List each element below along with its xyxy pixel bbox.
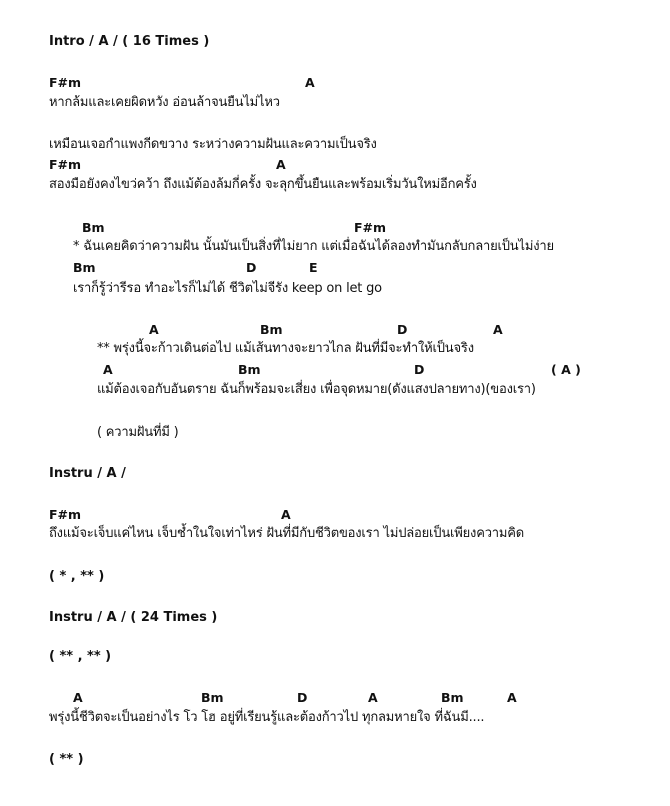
- repeat-marker: ( ** , ** ): [49, 649, 112, 664]
- intro-line: Intro / A / ( 16 Times ): [49, 34, 210, 49]
- lyric-line: หากล้มและเคยผิดหวัง อ่อนล้าจนยืนไม่ไหว: [49, 95, 280, 110]
- chord: ( A ): [551, 362, 581, 377]
- chord: D: [397, 322, 408, 337]
- repeat-marker: ( ** ): [49, 752, 84, 767]
- chord: Bm: [73, 260, 96, 275]
- chord: D: [246, 260, 257, 275]
- lyric-line: แม้ต้องเจอกับอันตราย ฉันก็พร้อมจะเสี่ยง เพื่อจุดหมาย(ดังแสงปลายทาง)(ของเรา): [97, 382, 536, 397]
- lyric-line: เราก็รู้ว่ารีรอ ทำอะไรก็ไม่ได้ ชีวิตไม่จีรัง keep on let go: [73, 281, 382, 296]
- lyric-line: สองมือยังคงไขว่คว้า ถึงแม้ต้องล้มกี่ครั้ง จะลุกขึ้นยืนและพร้อมเริ่มวันใหม่อีกครั้ง: [49, 177, 477, 192]
- chord: A: [305, 75, 315, 90]
- lyric-line: ถึงแม้จะเจ็บแค่ไหน เจ็บช้ำในใจเท่าไหร่ ฝันที่มีกับชีวิตของเรา ไม่ปล่อยเป็นเพียงความคิด: [49, 526, 524, 541]
- chord: D: [297, 690, 308, 705]
- chord: A: [276, 157, 286, 172]
- chord: F#m: [49, 75, 82, 90]
- lyric-line: * ฉันเคยคิดว่าความฝัน นั้นมันเป็นสิ่งที่ไม่ยาก แต่เมื่อฉันได้ลองทำมันกลับกลายเป็นไม่ง่าย: [73, 239, 554, 254]
- chord: Bm: [238, 362, 261, 377]
- chord: A: [281, 507, 291, 522]
- repeat-marker: ( * , ** ): [49, 569, 105, 584]
- lyric-line: พรุ่งนี้ชีวิตจะเป็นอย่างไร โว โฮ อยู่ที่เรียนรู้และต้องก้าวไป ทุกลมหายใจ ที่ฉันมี....: [49, 710, 485, 725]
- chord: A: [493, 322, 503, 337]
- chord: F#m: [49, 157, 82, 172]
- chord: Bm: [82, 220, 105, 235]
- chord: A: [507, 690, 517, 705]
- chord: F#m: [354, 220, 387, 235]
- chord: A: [368, 690, 378, 705]
- chord: E: [309, 260, 318, 275]
- chord: D: [414, 362, 425, 377]
- instru-line: Instru / A /: [49, 466, 126, 481]
- chord: F#m: [49, 507, 82, 522]
- instru-line: Instru / A / ( 24 Times ): [49, 610, 218, 625]
- chord: A: [149, 322, 159, 337]
- lyric-tag: ( ความฝันที่มี ): [97, 425, 179, 440]
- chord: Bm: [441, 690, 464, 705]
- lyric-line: เหมือนเจอกำแพงกีดขวาง ระหว่างความฝันและความเป็นจริง: [49, 137, 377, 152]
- chord: Bm: [260, 322, 283, 337]
- chord: A: [103, 362, 113, 377]
- chord: Bm: [201, 690, 224, 705]
- chord: A: [73, 690, 83, 705]
- lyric-line: ** พรุ่งนี้จะก้าวเดินต่อไป แม้เส้นทางจะยาวไกล ฝันที่มีจะทำให้เป็นจริง: [97, 341, 474, 356]
